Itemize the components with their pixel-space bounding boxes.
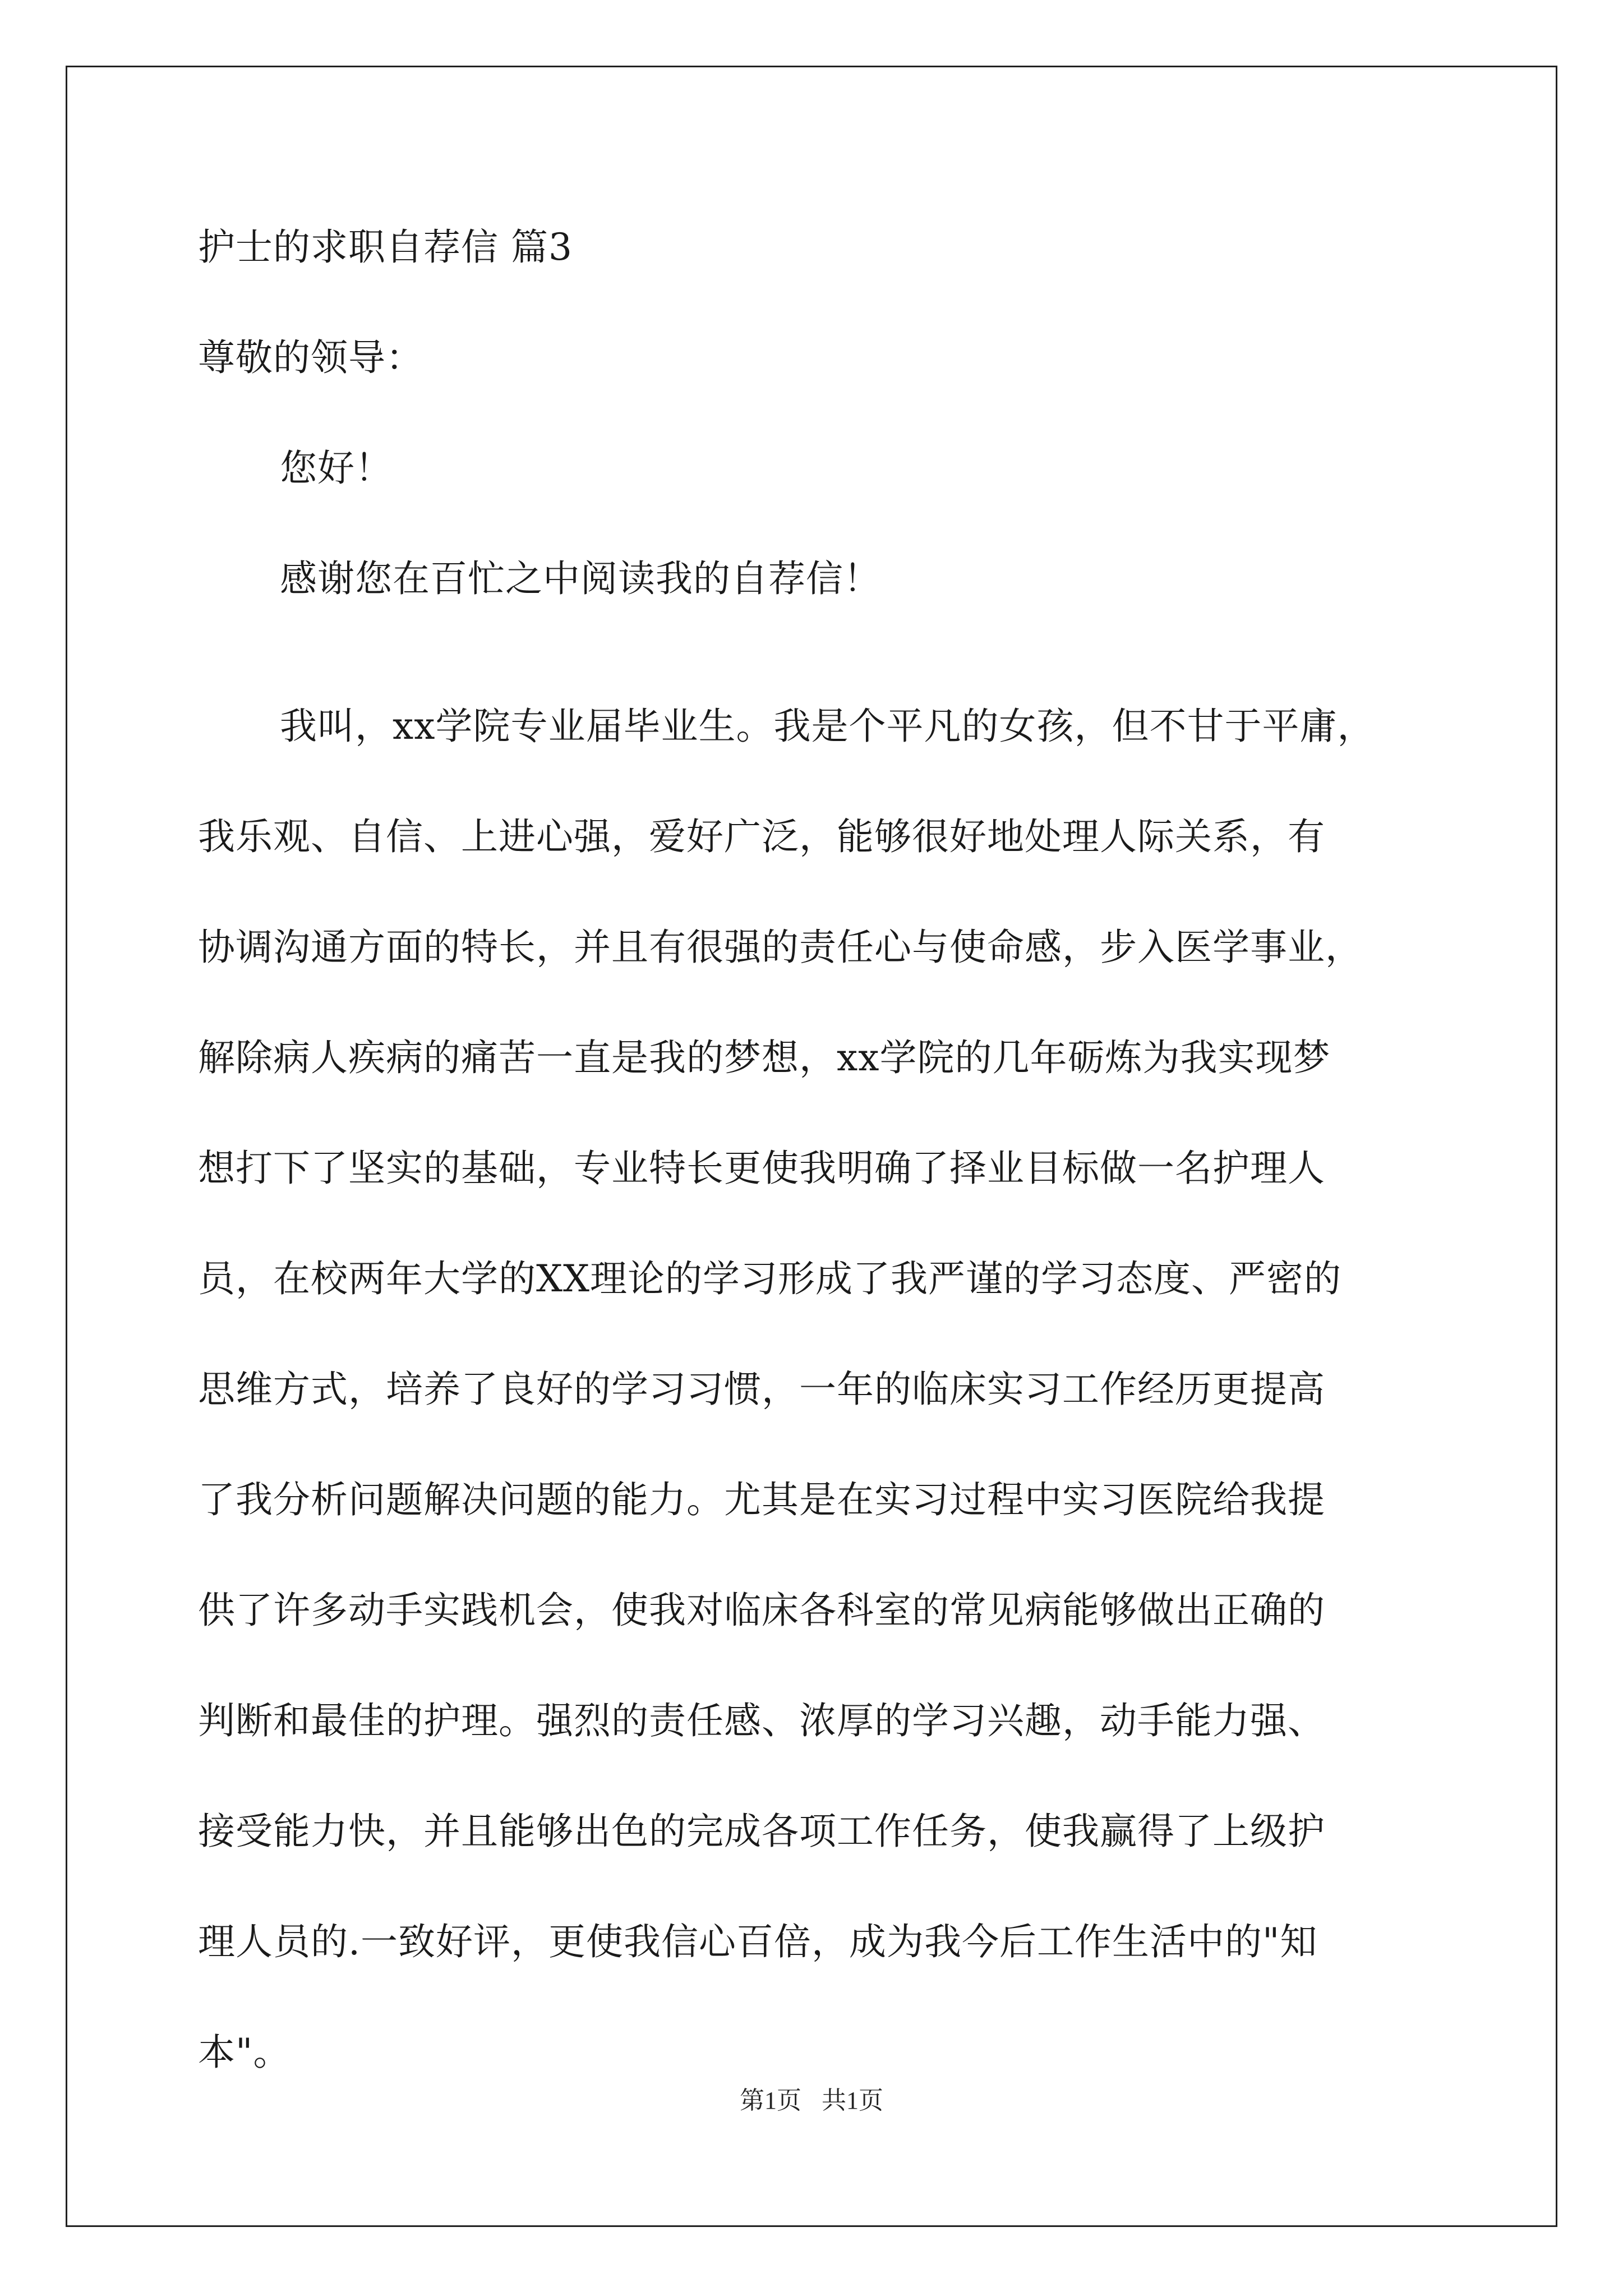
body-line: 我叫，xx学院专业届毕业生。我是个平凡的女孩，但不甘于平庸， bbox=[280, 705, 1375, 748]
body-line: 协调沟通方面的特长，并且有很强的责任心与使命感，步入医学事业， bbox=[198, 926, 1363, 969]
document-title: 护士的求职自荐信 篇3 bbox=[198, 226, 573, 269]
body-line: 我乐观、自信、上进心强，爱好广泛，能够很好地处理人际关系，有 bbox=[198, 815, 1325, 858]
body-line: 本"。 bbox=[198, 2031, 291, 2074]
body-line: 了我分析问题解决问题的能力。尤其是在实习过程中实习医院给我提 bbox=[198, 1478, 1325, 1521]
body-line: 接受能力快，并且能够出色的完成各项工作任务，使我赢得了上级护 bbox=[198, 1810, 1325, 1853]
body-line: 思维方式，培养了良好的学习习惯，一年的临床实习工作经历更提高 bbox=[198, 1368, 1325, 1411]
body-line: 理人员的.一致好评，更使我信心百倍，成为我今后工作生活中的"知 bbox=[198, 1920, 1318, 1963]
page-number: 第1页 bbox=[740, 2087, 801, 2114]
body-line: 解除病人疾病的痛苦一直是我的梦想，xx学院的几年砺炼为我实现梦 bbox=[198, 1036, 1331, 1079]
page-total: 共1页 bbox=[822, 2087, 883, 2114]
body-line: 判断和最佳的护理。强烈的责任感、浓厚的学习兴趣，动手能力强、 bbox=[198, 1699, 1325, 1742]
body-paragraph bbox=[198, 671, 1460, 2108]
body-line: 想打下了坚实的基础，专业特长更使我明确了择业目标做一名护理人 bbox=[198, 1147, 1325, 1190]
salutation: 尊敬的领导： bbox=[198, 336, 423, 379]
page-footer bbox=[0, 2087, 1623, 2115]
body-line: 供了许多动手实践机会，使我对临床各科室的常见病能够做出正确的 bbox=[198, 1589, 1325, 1632]
body-line: 员，在校两年大学的XX理论的学习形成了我严谨的学习态度、严密的 bbox=[198, 1257, 1341, 1300]
letter-content bbox=[198, 215, 1460, 2108]
greeting: 您好！ bbox=[280, 447, 393, 490]
thanks-line: 感谢您在百忙之中阅读我的自荐信！ bbox=[280, 557, 881, 600]
